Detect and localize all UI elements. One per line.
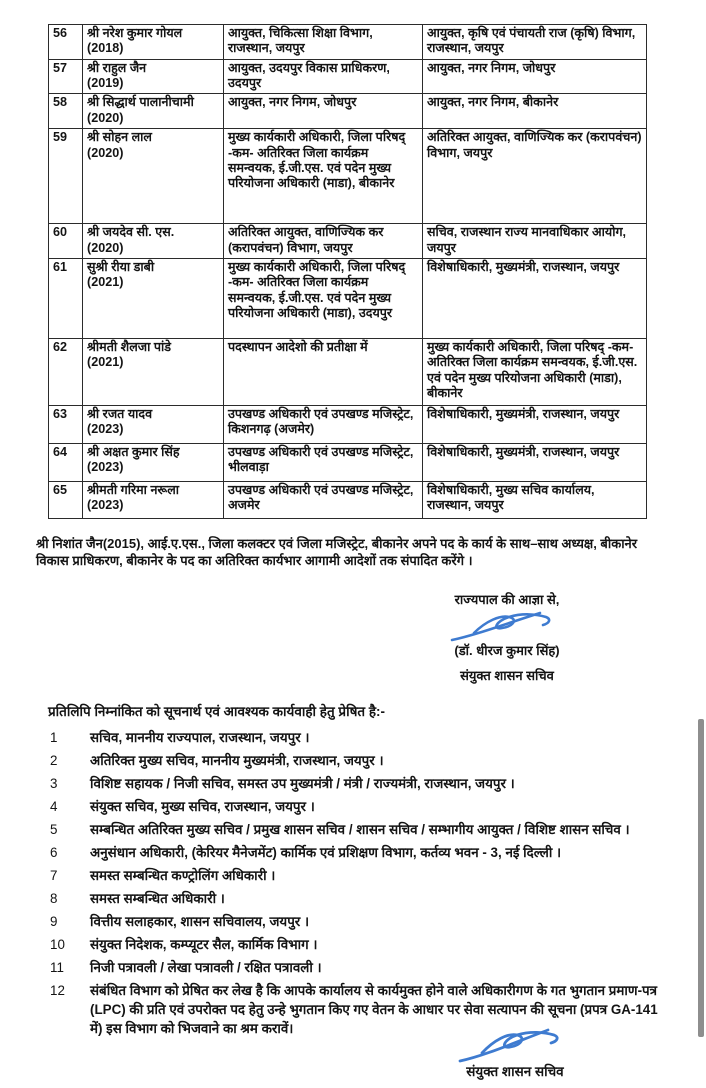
table-row	[49, 443, 647, 481]
officer-name: श्रीमती गरिमा नरूला	[87, 482, 180, 497]
item-text: अतिरिक्त मुख्य सचिव, माननीय मुख्यमंत्री, राजस्थान, जयपुर ।	[90, 752, 384, 768]
list-item	[50, 912, 668, 931]
list-item	[50, 889, 668, 908]
item-number: 1	[50, 729, 58, 745]
item-text: सचिव, माननीय राज्यपाल, राजस्थान, जयपुर ।	[90, 729, 310, 745]
officer-name-cell	[83, 338, 224, 405]
item-number: 2	[50, 752, 58, 768]
table-row	[49, 59, 647, 94]
serial-number: 62	[49, 338, 83, 405]
officer-batch-year: (2023)	[87, 498, 124, 513]
item-text: संबंधित विभाग को प्रेषित कर लेख है कि आपके कार्यालय से कार्यमुक्त होने वाले अधिकारीगण के गत भुगतान प्रमाण-पत्र (LPC) की प्रति एवं उपरोक्त पद हेतु उन्हे भुगतान किए गए वेतन के आधार पर सेवा सत्यापन की सूचना (प्रपत्र GA-141 में) इस विभाग को भिजवाने का श्रम करावें।	[90, 982, 658, 1036]
by-order-text: राज्यपाल की आज्ञा से,	[454, 591, 560, 607]
new-posting-cell: मुख्य कार्यकारी अधिकारी, जिला परिषद् -कम- अतिरिक्त जिला कार्यक्रम समन्वयक, ई.जी.एस. एवं पदेन मुख्य परियोजना अधिकारी (माडा), बीकानेर	[423, 338, 647, 405]
new-posting-cell: विशेषाधिकारी, मुख्यमंत्री, राजस्थान, जयपुर	[423, 405, 647, 443]
officer-name-cell	[83, 258, 224, 338]
item-number: 7	[50, 867, 58, 883]
officer-batch-year: (2021)	[87, 355, 124, 370]
serial-number: 58	[49, 94, 83, 129]
current-posting-cell: उपखण्ड अधिकारी एवं उपखण्ड मजिस्ट्रेट, किशनगढ़ (अजमेर)	[224, 405, 423, 443]
table-row	[49, 129, 647, 224]
item-text: वित्तीय सलाहकार, शासन सचिवालय, जयपुर ।	[90, 913, 310, 929]
new-posting-cell: आयुक्त, कृषि एवं पंचायती राज (कृषि) विभाग, राजस्थान, जयपुर	[423, 25, 647, 60]
officer-name: श्री जयदेव सी. एस.	[87, 225, 175, 240]
current-posting-cell: उपखण्ड अधिकारी एवं उपखण्ड मजिस्ट्रेट, भीलवाड़ा	[224, 443, 423, 481]
officer-name-cell	[83, 443, 224, 481]
officer-batch-year: (2021)	[87, 275, 124, 290]
item-number: 11	[50, 959, 64, 975]
current-posting-cell: पदस्थापन आदेशो की प्रतीक्षा में	[224, 338, 423, 405]
new-posting-cell: अतिरिक्त आयुक्त, वाणिज्यिक कर (करापवंचन) विभाग, जयपुर	[423, 129, 647, 224]
officer-name: श्री सोहन लाल	[87, 130, 152, 145]
item-text: निजी पत्रावली / लेखा पत्रावली / रक्षित पत्रावली ।	[90, 959, 322, 975]
list-item	[50, 774, 668, 793]
officer-name: श्रीमती शैलजा पांडे	[87, 339, 172, 354]
serial-number: 57	[49, 59, 83, 94]
list-item	[50, 866, 668, 885]
officer-name-cell	[83, 405, 224, 443]
list-item	[50, 935, 668, 954]
item-text: संयुक्त सचिव, मुख्य सचिव, राजस्थान, जयपुर ।	[90, 798, 315, 814]
item-number: 10	[50, 936, 65, 952]
new-posting-cell: विशेषाधिकारी, मुख्य सचिव कार्यालय, राजस्थान, जयपुर	[423, 481, 647, 518]
officer-name: श्री रजत यादव	[87, 406, 153, 421]
signatory-name: (डॉ. धीरज कुमार सिंह)	[454, 642, 560, 658]
table-row	[49, 405, 647, 443]
officer-batch-year: (2020)	[87, 240, 124, 255]
item-number: 8	[50, 890, 58, 906]
list-item	[50, 843, 668, 862]
table-row	[49, 94, 647, 129]
serial-number: 63	[49, 405, 83, 443]
list-item	[50, 820, 668, 839]
officer-name-cell	[83, 94, 224, 129]
item-number: 12	[50, 982, 65, 998]
officer-name: श्री सिद्धार्थ पालानीचामी	[87, 95, 194, 110]
officer-name: श्री नरेश कुमार गोयल	[87, 26, 183, 40]
officer-batch-year: (2023)	[87, 422, 124, 437]
officer-name-cell	[83, 481, 224, 518]
signatory-designation: संयुक्त शासन सचिव	[460, 667, 554, 683]
scrollbar-thumb[interactable]	[698, 719, 704, 1037]
document-page	[0, 24, 706, 1088]
table-row	[49, 25, 647, 60]
list-item	[50, 958, 668, 977]
table-row	[49, 258, 647, 338]
table-row	[49, 481, 647, 518]
current-posting-cell: उपखण्ड अधिकारी एवं उपखण्ड मजिस्ट्रेट, अजमेर	[224, 481, 423, 518]
serial-number: 56	[49, 25, 83, 60]
item-text: समस्त सम्बन्धित कण्ट्रोलिंग अधिकारी ।	[90, 867, 276, 883]
officer-name-cell	[83, 224, 224, 259]
table-row	[49, 224, 647, 259]
officer-name: सुश्री रीया डाबी	[87, 259, 155, 274]
item-number: 4	[50, 798, 58, 814]
list-item	[50, 797, 668, 816]
current-posting-cell: आयुक्त, नगर निगम, जोधपुर	[224, 94, 423, 129]
officer-name: श्री राहुल जैन	[87, 60, 147, 75]
item-text: समस्त सम्बन्धित अधिकारी ।	[90, 890, 225, 906]
item-text: सम्बन्धित अतिरिक्त मुख्य सचिव / प्रमुख शासन सचिव / शासन सचिव / सम्भागीय आयुक्त / विशिष्ट शासन सचिव ।	[90, 821, 630, 837]
new-posting-cell: विशेषाधिकारी, मुख्यमंत्री, राजस्थान, जयपुर	[423, 443, 647, 481]
serial-number: 59	[49, 129, 83, 224]
officer-batch-year: (2020)	[87, 110, 124, 125]
table-row	[49, 338, 647, 405]
officer-batch-year: (2019)	[87, 76, 124, 91]
distribution-list	[0, 728, 706, 1038]
serial-number: 64	[49, 443, 83, 481]
new-posting-cell: विशेषाधिकारी, मुख्यमंत्री, राजस्थान, जयपुर	[423, 258, 647, 338]
serial-number: 61	[49, 258, 83, 338]
serial-number: 60	[49, 224, 83, 259]
list-item	[50, 728, 668, 747]
officer-batch-year: (2023)	[87, 460, 124, 475]
officer-name-cell	[83, 25, 224, 60]
item-number: 5	[50, 821, 58, 837]
new-posting-cell: आयुक्त, नगर निगम, बीकानेर	[423, 94, 647, 129]
officer-name-cell	[83, 59, 224, 94]
signature-block	[412, 590, 602, 684]
item-text: अनुसंधान अधिकारी, (केरियर मैनेजमेंट) कार्मिक एवं प्रशिक्षण विभाग, कर्तव्य भवन - 3, नई दिल्ली ।	[90, 844, 562, 860]
signature-icon	[448, 609, 566, 643]
current-posting-cell: आयुक्त, चिकित्सा शिक्षा विभाग, राजस्थान, जयपुर	[224, 25, 423, 60]
current-posting-cell: आयुक्त, उदयपुर विकास प्राधिकरण, उदयपुर	[224, 59, 423, 94]
transfer-table	[48, 24, 647, 519]
officer-name-cell	[83, 129, 224, 224]
item-number: 3	[50, 775, 58, 791]
additional-charge-note: श्री निशांत जैन(2015), आई.ए.एस., जिला कलक्टर एवं जिला मजिस्ट्रेट, बीकानेर अपने पद के कार्य के साथ–साथ अध्यक्ष, बीकानेर विकास प्राधिकरण, बीकानेर के पद का अतिरिक्त कार्यभार आगामी आदेशों तक संपादित करेंगे ।	[36, 535, 638, 569]
list-item	[50, 751, 668, 770]
distribution-heading: प्रतिलिपि निम्नांकित को सूचनार्थ एवं आवश्यक कार्यवाही हेतु प्रेषित है:-	[48, 703, 385, 719]
new-posting-cell: सचिव, राजस्थान राज्य मानवाधिकार आयोग, जयपुर	[423, 224, 647, 259]
officer-batch-year: (2018)	[87, 41, 124, 56]
signature-icon	[456, 1024, 574, 1064]
current-posting-cell: मुख्य कार्यकारी अधिकारी, जिला परिषद् -कम- अतिरिक्त जिला कार्यक्रम समन्वयक, ई.जी.एस. एवं पदेन मुख्य परियोजना अधिकारी (माडा), उदयपुर	[224, 258, 423, 338]
footer-signature-block	[425, 1024, 605, 1080]
item-text: विशिष्ट सहायक / निजी सचिव, समस्त उप मुख्यमंत्री / मंत्री / राज्यमंत्री, राजस्थान, जयपुर ।	[90, 775, 515, 791]
item-number: 9	[50, 913, 58, 929]
item-text: संयुक्त निदेशक, कम्प्यूटर सैल, कार्मिक विभाग ।	[90, 936, 318, 952]
current-posting-cell: मुख्य कार्यकारी अधिकारी, जिला परिषद् -कम- अतिरिक्त जिला कार्यक्रम समन्वयक, ई.जी.एस. एवं पदेन मुख्य परियोजना अधिकारी (माडा), बीकानेर	[224, 129, 423, 224]
officer-name: श्री अक्षत कुमार सिंह	[87, 444, 180, 459]
new-posting-cell: आयुक्त, नगर निगम, जोधपुर	[423, 59, 647, 94]
footer-designation: संयुक्त शासन सचिव	[466, 1064, 564, 1079]
officer-batch-year: (2020)	[87, 145, 124, 160]
item-number: 6	[50, 844, 58, 860]
current-posting-cell: अतिरिक्त आयुक्त, वाणिज्यिक कर (करापवंचन) विभाग, जयपुर	[224, 224, 423, 259]
serial-number: 65	[49, 481, 83, 518]
